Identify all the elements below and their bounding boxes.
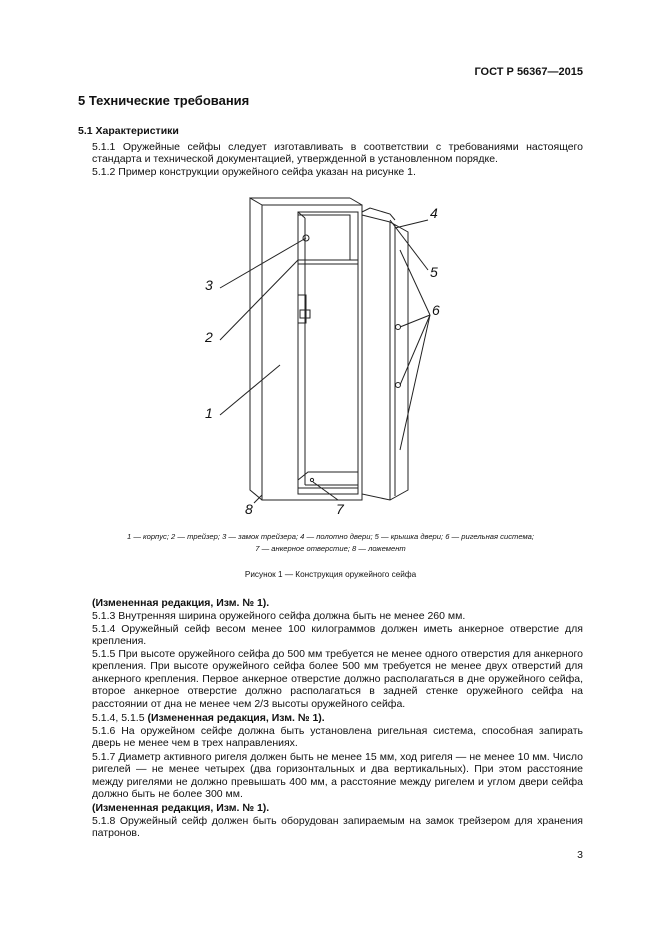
paragraph-5-1-2: 5.1.2 Пример конструкции оружейного сейфа указан на рисунке 1. (92, 166, 416, 178)
amendment-note-1: (Измененная редакция, Изм. № 1). (92, 597, 270, 609)
amendment-note-3: (Измененная редакция, Изм. № 1). (92, 802, 270, 814)
legend-line-2: 7 — анкерное отверстие; 8 — ложемент (255, 544, 406, 553)
amendment-note-2: 5.1.4, 5.1.5 (Измененная редакция, Изм. № 1). (92, 712, 325, 724)
figure-legend (78, 531, 583, 555)
safe-interior (298, 212, 358, 494)
legend-line-1: 1 — корпус; 2 — трейзер; 3 — замок трейзера; 4 — полотно двери; 5 — крышка двери; 6 — ригельная система; (126, 532, 534, 541)
page-number: 3 (577, 849, 583, 861)
paragraph-5-1-4: 5.1.4 Оружейный сейф весом менее 100 килограммов должен иметь анкерное отверстие для крепления. (92, 623, 583, 648)
figure-caption: Рисунок 1 — Конструкция оружейного сейфа (244, 570, 417, 579)
label-5: 5 (430, 264, 438, 280)
anchor-hole (310, 478, 313, 481)
label-8: 8 (245, 501, 253, 517)
label-7: 7 (336, 501, 344, 517)
trayzer-box (298, 215, 350, 260)
paragraph-5-1-5: 5.1.5 При высоте оружейного сейфа до 500 мм требуется не менее одного отверстия для анкерного крепления. При высоте оружейного сейфа более 500 мм требуется не менее двух отверстий для анкерного крепления. Первое анкерное отверстие должно располагаться в дне оружейного сейфа, второе анкерное отверстие должно располагаться в задней стенке оружейного сейфа на расстоянии от дна не менее чем 2/3 высоты оружейного сейфа. (92, 648, 583, 710)
paragraph-5-1-3: 5.1.3 Внутренняя ширина оружейного сейфа должна быть не менее 260 мм. (92, 610, 466, 622)
label-2: 2 (205, 329, 213, 345)
section-title: 5 Технические требования (78, 93, 250, 108)
paragraph-5-1-8: 5.1.8 Оружейный сейф должен быть оборудован запираемым на замок трейзером для хранения патронов. (92, 815, 583, 840)
label-6: 6 (432, 302, 440, 318)
label-3: 3 (205, 277, 213, 293)
door-leaf (362, 215, 408, 500)
subsection-title: 5.1 Характеристики (78, 125, 179, 137)
safe-body (262, 205, 362, 500)
door-lid (362, 208, 395, 220)
label-1: 1 (205, 405, 213, 421)
paragraph-5-1-7: 5.1.7 Диаметр активного ригеля должен быть не менее 15 мм, ход ригеля — не менее 10 мм. Число ригелей — не менее четырех (два горизонтальных и два вертикальных). При этом расстояние между ригелями не должно превышать 400 мм, а расстояние между ригелем и углом двери сейфа должно быть не более 300 мм. (92, 751, 583, 801)
safe-figure (190, 190, 460, 520)
safe-body-side (250, 198, 262, 500)
paragraph-5-1-1: 5.1.1 Оружейные сейфы следует изготавливать в соответствии с требованиями настоящего стандарта и технической документацией, утвержденной в установленном порядке. (92, 141, 583, 166)
paragraph-5-1-6: 5.1.6 На оружейном сейфе должна быть установлена ригельная система, способная запирать дверь не менее чем в трех направлениях. (92, 725, 583, 750)
bolt-lower (396, 383, 401, 388)
bolt-upper (396, 325, 401, 330)
standard-header: ГОСТ Р 56367—2015 (474, 66, 583, 78)
label-4: 4 (430, 205, 438, 221)
lodgement (298, 472, 358, 480)
